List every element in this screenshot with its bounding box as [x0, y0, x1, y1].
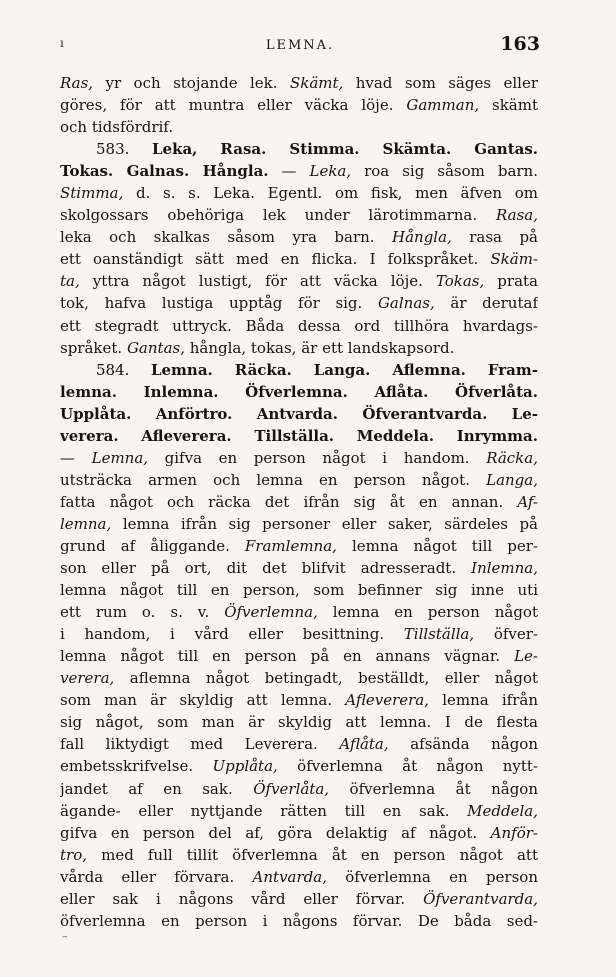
- text-line: gifva en person del af, göra delaktig af något. Anför-: [60, 823, 538, 842]
- text-line: som man är skyldig att lemna. Afleverera, lemna ifrån: [60, 691, 538, 710]
- text-line: tro, med full tillit öfverlemna åt en person något att: [60, 845, 538, 864]
- text-line: verera. Afleverera. Tillställa. Meddela. Inrymma.: [60, 426, 538, 445]
- text-line: Stimma, d. s. s. Leka. Egentl. om fisk, men äfven om: [60, 184, 538, 203]
- text-line: Ras, yr och stojande lek. Skämt, hvad som säges eller: [60, 74, 538, 92]
- text-line: göres, för att muntra eller väcka löje. Gamman, skämt: [60, 96, 538, 115]
- text-line: utsträcka armen och lemna en person något. Langa,: [60, 470, 538, 489]
- text-line: embetsskrifvelse. Upplåta, öfverlemna åt någon nytt-: [60, 757, 538, 776]
- text-line: öfverlemna en person i någons förvar. De båda sed-: [60, 911, 538, 930]
- text-line: 584. Lemna. Räcka. Langa. Aflemna. Fram-: [96, 360, 538, 379]
- text-line: Upplåta. Anförtro. Antvarda. Öfverantvarda. Le-: [60, 404, 538, 423]
- text-line: vårda eller förvara. Antvarda, öfverlemna en person: [60, 867, 538, 886]
- text-line: leka och skalkas såsom yra barn. Hångla, rasa på: [60, 228, 538, 247]
- text-line: eller sak i någons vård eller förvar. Öfverantvarda,: [60, 889, 538, 908]
- text-line: ta, yttra något lustigt, för att väcka löje. Tokas, prata: [60, 272, 538, 291]
- text-line: och tidsfördrif.: [60, 118, 174, 137]
- margin-mark: ı: [60, 36, 64, 50]
- text-line: ett stegradt uttryck. Båda dessa ord tillhöra hvardags-: [60, 316, 538, 335]
- text-line: lemna något till en person på en annans vägnar. Le-: [60, 647, 538, 666]
- page-header: [60, 34, 540, 58]
- text-line: sig något, som man är skyldig att lemna. I de flesta: [60, 713, 538, 732]
- text-line: skolgossars obehöriga lek under lärotimmarna. Rasa,: [60, 206, 538, 225]
- text-line: lemna. Inlemna. Öfverlemna. Aflåta. Öfverlåta.: [60, 382, 538, 401]
- text-line: grund af åliggande. Framlemna, lemna något till per-: [60, 536, 538, 555]
- text-line: lemna, lemna ifrån sig personer eller saker, särdeles på: [60, 514, 538, 533]
- text-line: i handom, i vård eller besittning. Tillställa, öfver-: [60, 625, 538, 644]
- running-head: LEMNA.: [265, 38, 335, 53]
- text-line: ett oanständigt sätt med en flicka. I folkspråket. Skäm-: [60, 250, 538, 269]
- text-line: fall liktydigt med Leverera. Aflåta, afsända någon: [60, 735, 538, 754]
- text-line: ett rum o. s. v. Öfverlemna, lemna en person något: [60, 603, 538, 622]
- text-line: — Lemna, gifva en person något i handom. Räcka,: [60, 448, 538, 467]
- text-line: jandet af en sak. Öfverlåta, öfverlemna åt någon: [60, 779, 538, 798]
- text-line: tok, hafva lustiga upptåg för sig. Galnas, är derutaf: [60, 294, 538, 313]
- text-line: språket. Gantas, hångla, tokas, är ett landskapsord.: [60, 338, 455, 357]
- body-text: [60, 72, 538, 932]
- text-line: son eller på ort, dit det blifvit adresseradt. Inlemna,: [60, 559, 538, 578]
- page-number: 163: [500, 33, 540, 55]
- text-line: 583. Leka, Rasa. Stimma. Skämta. Gantas.: [96, 140, 538, 159]
- text-line: Tokas. Galnas. Hångla. — Leka, roa sig såsom barn.: [60, 162, 538, 181]
- text-line: lemna något till en person, som befinner sig inne uti: [60, 581, 538, 600]
- text-line: fatta något och räcka det ifrån sig åt en annan. Af-: [60, 492, 538, 511]
- text-line: verera, aflemna något betingadt, beställdt, eller något: [60, 669, 538, 688]
- footer-mark: –: [62, 930, 68, 943]
- text-line: ägande- eller nyttjande rätten till en sak. Meddela,: [60, 801, 538, 820]
